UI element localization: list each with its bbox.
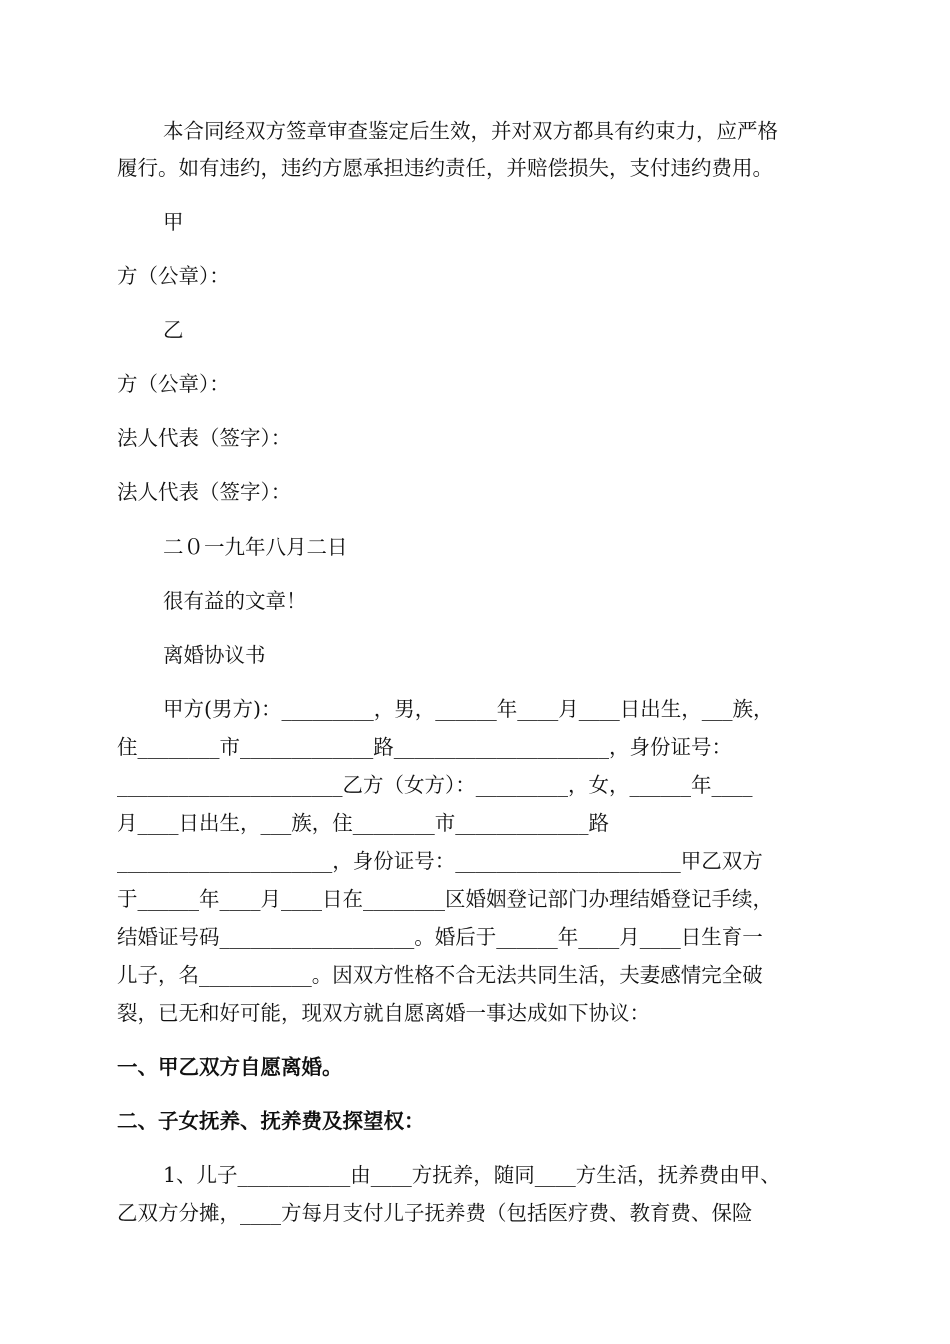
agreement-paragraph-line-6: 于______年____月____日在________区婚姻登记部门办理结婚登记手续， [117,887,773,911]
agreement-paragraph-line-7: 结婚证号码___________________。婚后于______年____月____日生育一 [117,925,763,949]
agreement-paragraph-line-4: 月____日出生，___族，住________市_____________路 [117,811,609,835]
agreement-paragraph-line-5: _____________________，身份证号：______________________甲乙双方 [117,849,763,873]
agreement-paragraph-line-1: 甲方(男方)：_________，男，______年____月____日出生，___族， [163,697,774,721]
party-b-seal: 方（公章）： [117,372,230,396]
agreement-paragraph-line-9: 裂，已无和好可能，现双方就自愿离婚一事达成如下协议： [117,1001,650,1025]
party-b-char: 乙 [163,318,184,342]
legal-rep-signature-2: 法人代表（签字）： [117,480,292,504]
party-a-seal: 方（公章）： [117,264,230,288]
agreement-paragraph-line-8: 儿子，名___________。因双方性格不合无法共同生活，夫妻感情完全破 [117,963,763,987]
section-heading-2: 二、子女抚养、抚养费及探望权： [117,1109,425,1133]
agreement-paragraph-line-2: 住________市_____________路_____________________，身份证号： [117,735,732,759]
custody-paragraph-line-1: 1、儿子___________由____方抚养，随同____方生活，抚养费由甲、 [163,1163,781,1187]
contract-effect-line-2: 履行。如有违约，违约方愿承担违约责任，并赔偿损失，支付违约费用。 [117,156,773,180]
document-title: 离婚协议书 [163,643,266,667]
comment-line: 很有益的文章！ [163,589,307,613]
custody-paragraph-line-2: 乙双方分摊，____方每月支付儿子抚养费（包括医疗费、教育费、保险 [117,1201,753,1225]
party-a-char: 甲 [163,210,184,234]
legal-rep-signature-1: 法人代表（签字）： [117,426,292,450]
contract-effect-line-1: 本合同经双方签章审查鉴定后生效，并对双方都具有约束力，应严格 [163,119,778,143]
agreement-paragraph-line-3: ______________________乙方（女方）：_________，女，______年____ [117,773,753,797]
section-heading-1: 一、甲乙双方自愿离婚。 [117,1055,343,1079]
signing-date: 二０一九年八月二日 [163,535,348,559]
